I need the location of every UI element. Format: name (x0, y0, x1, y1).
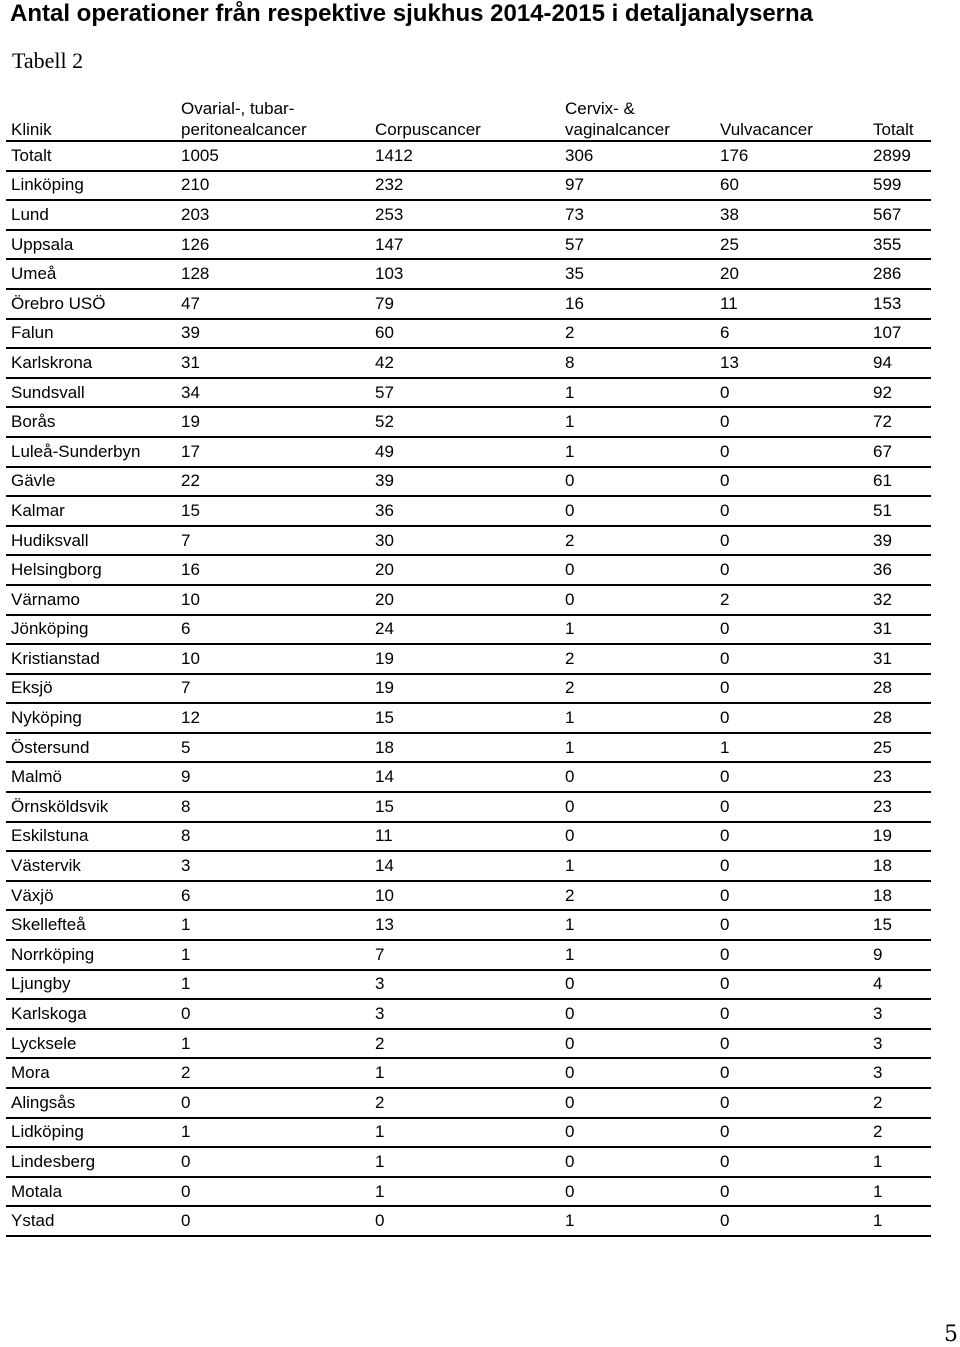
table-row (6, 171, 931, 201)
table-row (6, 555, 931, 585)
cell-vulva: 0 (715, 437, 868, 467)
cell-klinik: Borås (6, 407, 176, 437)
cell-cervix: 2 (560, 674, 715, 704)
table-row (6, 289, 931, 319)
cell-corpus: 10 (370, 881, 560, 911)
cell-ovarial: 17 (176, 437, 370, 467)
cell-klinik: Sundsvall (6, 378, 176, 408)
cell-vulva: 0 (715, 1147, 868, 1177)
cell-totalt: 32 (868, 585, 931, 615)
cell-corpus: 147 (370, 230, 560, 260)
cell-cervix: 0 (560, 467, 715, 497)
cell-cervix: 0 (560, 1058, 715, 1088)
cell-ovarial: 15 (176, 496, 370, 526)
cell-vulva: 0 (715, 822, 868, 852)
cell-cervix: 0 (560, 1177, 715, 1207)
cell-totalt: 72 (868, 407, 931, 437)
cell-klinik: Nyköping (6, 703, 176, 733)
table-row (6, 703, 931, 733)
cell-vulva: 0 (715, 1118, 868, 1148)
cell-ovarial: 9 (176, 762, 370, 792)
cell-klinik: Lindesberg (6, 1147, 176, 1177)
cell-corpus: 79 (370, 289, 560, 319)
cell-ovarial: 19 (176, 407, 370, 437)
cell-totalt: 2899 (868, 141, 931, 171)
cell-cervix: 1 (560, 1206, 715, 1236)
cell-cervix: 0 (560, 555, 715, 585)
cell-vulva: 0 (715, 1058, 868, 1088)
cell-corpus: 1 (370, 1177, 560, 1207)
cell-totalt: 31 (868, 644, 931, 674)
cell-corpus: 1412 (370, 141, 560, 171)
cell-klinik: Västervik (6, 851, 176, 881)
cell-klinik: Värnamo (6, 585, 176, 615)
cell-ovarial: 1005 (176, 141, 370, 171)
cell-corpus: 3 (370, 970, 560, 1000)
cell-vulva: 0 (715, 881, 868, 911)
cell-klinik: Örebro USÖ (6, 289, 176, 319)
cell-vulva: 176 (715, 141, 868, 171)
cell-corpus: 42 (370, 348, 560, 378)
page-title: Antal operationer från respektive sjukhus 2014-2015 i detaljanalyserna (10, 0, 814, 27)
cell-totalt: 2 (868, 1118, 931, 1148)
cell-corpus: 57 (370, 378, 560, 408)
cell-klinik: Lund (6, 200, 176, 230)
cell-vulva: 0 (715, 970, 868, 1000)
cell-totalt: 28 (868, 703, 931, 733)
cell-totalt: 25 (868, 733, 931, 763)
table-row (6, 200, 931, 230)
cell-totalt: 51 (868, 496, 931, 526)
cell-vulva: 0 (715, 1088, 868, 1118)
cell-cervix: 0 (560, 970, 715, 1000)
table-row (6, 1147, 931, 1177)
cell-cervix: 1 (560, 910, 715, 940)
table-row (6, 1177, 931, 1207)
cell-vulva: 1 (715, 733, 868, 763)
cell-totalt: 15 (868, 910, 931, 940)
cell-ovarial: 31 (176, 348, 370, 378)
cell-ovarial: 1 (176, 1118, 370, 1148)
cell-corpus: 20 (370, 555, 560, 585)
cell-vulva: 6 (715, 319, 868, 349)
cell-klinik: Eksjö (6, 674, 176, 704)
cell-vulva: 0 (715, 407, 868, 437)
cell-klinik: Växjö (6, 881, 176, 911)
cell-klinik: Örnsköldsvik (6, 792, 176, 822)
table-row (6, 851, 931, 881)
table-row (6, 792, 931, 822)
cell-totalt: 1 (868, 1177, 931, 1207)
cell-klinik: Gävle (6, 467, 176, 497)
cell-vulva: 0 (715, 615, 868, 645)
cell-klinik: Norrköping (6, 940, 176, 970)
cell-cervix: 2 (560, 319, 715, 349)
cell-klinik: Skellefteå (6, 910, 176, 940)
cell-totalt: 107 (868, 319, 931, 349)
table-row (6, 910, 931, 940)
table-row (6, 1206, 931, 1236)
table-row (6, 940, 931, 970)
table-row (6, 644, 931, 674)
table-row (6, 378, 931, 408)
cell-totalt: 3 (868, 999, 931, 1029)
table-header-row (6, 92, 931, 141)
cell-ovarial: 0 (176, 1177, 370, 1207)
cell-vulva: 0 (715, 378, 868, 408)
cell-ovarial: 6 (176, 615, 370, 645)
cell-totalt: 286 (868, 259, 931, 289)
table-row (6, 1058, 931, 1088)
cell-klinik: Ystad (6, 1206, 176, 1236)
cell-klinik: Malmö (6, 762, 176, 792)
cell-klinik: Eskilstuna (6, 822, 176, 852)
cell-ovarial: 0 (176, 1088, 370, 1118)
cell-corpus: 39 (370, 467, 560, 497)
cell-cervix: 2 (560, 526, 715, 556)
cell-totalt: 9 (868, 940, 931, 970)
cell-corpus: 3 (370, 999, 560, 1029)
cell-corpus: 19 (370, 644, 560, 674)
cell-ovarial: 1 (176, 940, 370, 970)
table-body (6, 141, 931, 1236)
cell-vulva: 20 (715, 259, 868, 289)
data-table (6, 92, 931, 1237)
cell-vulva: 60 (715, 171, 868, 201)
cell-totalt: 2 (868, 1088, 931, 1118)
header-corpus: Corpuscancer (370, 92, 560, 141)
cell-klinik: Falun (6, 319, 176, 349)
cell-vulva: 0 (715, 999, 868, 1029)
cell-totalt: 18 (868, 881, 931, 911)
cell-totalt: 1 (868, 1147, 931, 1177)
cell-klinik: Östersund (6, 733, 176, 763)
cell-klinik: Motala (6, 1177, 176, 1207)
cell-totalt: 1 (868, 1206, 931, 1236)
cell-corpus: 11 (370, 822, 560, 852)
cell-cervix: 0 (560, 822, 715, 852)
cell-cervix: 73 (560, 200, 715, 230)
table-row (6, 437, 931, 467)
cell-cervix: 0 (560, 762, 715, 792)
header-totalt: Totalt (868, 92, 931, 141)
cell-totalt: 567 (868, 200, 931, 230)
cell-totalt: 39 (868, 526, 931, 556)
cell-cervix: 306 (560, 141, 715, 171)
cell-vulva: 0 (715, 762, 868, 792)
cell-totalt: 153 (868, 289, 931, 319)
cell-corpus: 7 (370, 940, 560, 970)
cell-vulva: 0 (715, 674, 868, 704)
table-caption: Tabell 2 (12, 48, 84, 73)
cell-klinik: Karlskoga (6, 999, 176, 1029)
cell-cervix: 0 (560, 496, 715, 526)
cell-klinik: Linköping (6, 171, 176, 201)
cell-vulva: 0 (715, 851, 868, 881)
cell-klinik: Karlskrona (6, 348, 176, 378)
cell-ovarial: 10 (176, 585, 370, 615)
cell-totalt: 28 (868, 674, 931, 704)
cell-ovarial: 12 (176, 703, 370, 733)
header-vulva: Vulvacancer (715, 92, 868, 141)
cell-klinik: Mora (6, 1058, 176, 1088)
cell-totalt: 36 (868, 555, 931, 585)
table-row (6, 526, 931, 556)
cell-vulva: 0 (715, 467, 868, 497)
cell-vulva: 11 (715, 289, 868, 319)
table-row (6, 1088, 931, 1118)
cell-totalt: 67 (868, 437, 931, 467)
cell-cervix: 1 (560, 703, 715, 733)
cell-cervix: 1 (560, 378, 715, 408)
cell-cervix: 57 (560, 230, 715, 260)
table-row (6, 881, 931, 911)
cell-corpus: 60 (370, 319, 560, 349)
cell-totalt: 599 (868, 171, 931, 201)
header-klinik: Klinik (6, 92, 176, 141)
cell-vulva: 0 (715, 792, 868, 822)
cell-corpus: 0 (370, 1206, 560, 1236)
cell-vulva: 0 (715, 1206, 868, 1236)
cell-vulva: 2 (715, 585, 868, 615)
cell-corpus: 1 (370, 1058, 560, 1088)
cell-cervix: 2 (560, 881, 715, 911)
table-row (6, 407, 931, 437)
cell-totalt: 18 (868, 851, 931, 881)
cell-cervix: 1 (560, 615, 715, 645)
cell-corpus: 2 (370, 1029, 560, 1059)
cell-ovarial: 7 (176, 526, 370, 556)
table-row (6, 970, 931, 1000)
cell-klinik: Alingsås (6, 1088, 176, 1118)
cell-ovarial: 3 (176, 851, 370, 881)
cell-klinik: Uppsala (6, 230, 176, 260)
table-row (6, 999, 931, 1029)
cell-cervix: 0 (560, 792, 715, 822)
cell-ovarial: 1 (176, 910, 370, 940)
page-number: 5 (944, 1322, 958, 1347)
cell-corpus: 15 (370, 703, 560, 733)
cell-cervix: 0 (560, 585, 715, 615)
table-row (6, 496, 931, 526)
cell-corpus: 103 (370, 259, 560, 289)
cell-corpus: 36 (370, 496, 560, 526)
table-row (6, 319, 931, 349)
table-row (6, 822, 931, 852)
cell-totalt: 31 (868, 615, 931, 645)
cell-corpus: 30 (370, 526, 560, 556)
cell-vulva: 38 (715, 200, 868, 230)
cell-ovarial: 34 (176, 378, 370, 408)
cell-ovarial: 0 (176, 1147, 370, 1177)
cell-corpus: 1 (370, 1118, 560, 1148)
cell-ovarial: 47 (176, 289, 370, 319)
cell-corpus: 49 (370, 437, 560, 467)
cell-vulva: 0 (715, 940, 868, 970)
cell-totalt: 94 (868, 348, 931, 378)
cell-vulva: 0 (715, 555, 868, 585)
cell-totalt: 4 (868, 970, 931, 1000)
table-row (6, 141, 931, 171)
cell-ovarial: 0 (176, 999, 370, 1029)
cell-totalt: 92 (868, 378, 931, 408)
cell-ovarial: 203 (176, 200, 370, 230)
cell-cervix: 1 (560, 407, 715, 437)
cell-cervix: 1 (560, 940, 715, 970)
cell-klinik: Ljungby (6, 970, 176, 1000)
cell-ovarial: 0 (176, 1206, 370, 1236)
cell-cervix: 1 (560, 851, 715, 881)
cell-ovarial: 22 (176, 467, 370, 497)
cell-ovarial: 1 (176, 1029, 370, 1059)
cell-ovarial: 1 (176, 970, 370, 1000)
cell-cervix: 97 (560, 171, 715, 201)
cell-vulva: 0 (715, 526, 868, 556)
cell-corpus: 13 (370, 910, 560, 940)
cell-totalt: 61 (868, 467, 931, 497)
cell-cervix: 0 (560, 1088, 715, 1118)
cell-ovarial: 126 (176, 230, 370, 260)
cell-klinik: Kalmar (6, 496, 176, 526)
cell-totalt: 3 (868, 1058, 931, 1088)
cell-vulva: 13 (715, 348, 868, 378)
cell-cervix: 1 (560, 437, 715, 467)
cell-corpus: 20 (370, 585, 560, 615)
cell-klinik: Jönköping (6, 615, 176, 645)
cell-corpus: 14 (370, 851, 560, 881)
cell-vulva: 0 (715, 1177, 868, 1207)
table-row (6, 230, 931, 260)
cell-ovarial: 5 (176, 733, 370, 763)
cell-cervix: 16 (560, 289, 715, 319)
table-row (6, 674, 931, 704)
cell-corpus: 14 (370, 762, 560, 792)
cell-ovarial: 6 (176, 881, 370, 911)
cell-corpus: 18 (370, 733, 560, 763)
cell-klinik: Totalt (6, 141, 176, 171)
cell-cervix: 35 (560, 259, 715, 289)
cell-totalt: 3 (868, 1029, 931, 1059)
cell-cervix: 0 (560, 1147, 715, 1177)
cell-corpus: 253 (370, 200, 560, 230)
cell-ovarial: 210 (176, 171, 370, 201)
cell-totalt: 23 (868, 792, 931, 822)
cell-klinik: Helsingborg (6, 555, 176, 585)
cell-corpus: 19 (370, 674, 560, 704)
table-row (6, 615, 931, 645)
cell-cervix: 2 (560, 644, 715, 674)
cell-vulva: 25 (715, 230, 868, 260)
table-row (6, 348, 931, 378)
cell-klinik: Kristianstad (6, 644, 176, 674)
cell-ovarial: 7 (176, 674, 370, 704)
cell-totalt: 19 (868, 822, 931, 852)
cell-ovarial: 39 (176, 319, 370, 349)
cell-klinik: Lidköping (6, 1118, 176, 1148)
table-row (6, 762, 931, 792)
table-row (6, 1118, 931, 1148)
cell-vulva: 0 (715, 1029, 868, 1059)
cell-cervix: 0 (560, 1029, 715, 1059)
table-row (6, 259, 931, 289)
header-cervix: Cervix- & vaginalcancer (560, 92, 715, 141)
cell-cervix: 8 (560, 348, 715, 378)
cell-ovarial: 16 (176, 555, 370, 585)
cell-ovarial: 2 (176, 1058, 370, 1088)
cell-vulva: 0 (715, 496, 868, 526)
cell-vulva: 0 (715, 644, 868, 674)
cell-corpus: 15 (370, 792, 560, 822)
cell-totalt: 23 (868, 762, 931, 792)
cell-klinik: Lycksele (6, 1029, 176, 1059)
cell-vulva: 0 (715, 910, 868, 940)
header-ovarial: Ovarial-, tubar- peritonealcancer (176, 92, 370, 141)
cell-cervix: 0 (560, 999, 715, 1029)
cell-klinik: Luleå-Sunderbyn (6, 437, 176, 467)
cell-corpus: 1 (370, 1147, 560, 1177)
cell-corpus: 52 (370, 407, 560, 437)
cell-corpus: 2 (370, 1088, 560, 1118)
cell-totalt: 355 (868, 230, 931, 260)
cell-klinik: Hudiksvall (6, 526, 176, 556)
table-row (6, 467, 931, 497)
table-row (6, 585, 931, 615)
cell-cervix: 0 (560, 1118, 715, 1148)
table-row (6, 733, 931, 763)
cell-cervix: 1 (560, 733, 715, 763)
cell-corpus: 24 (370, 615, 560, 645)
cell-ovarial: 8 (176, 822, 370, 852)
cell-ovarial: 8 (176, 792, 370, 822)
cell-ovarial: 128 (176, 259, 370, 289)
cell-klinik: Umeå (6, 259, 176, 289)
table-row (6, 1029, 931, 1059)
cell-ovarial: 10 (176, 644, 370, 674)
cell-corpus: 232 (370, 171, 560, 201)
cell-vulva: 0 (715, 703, 868, 733)
